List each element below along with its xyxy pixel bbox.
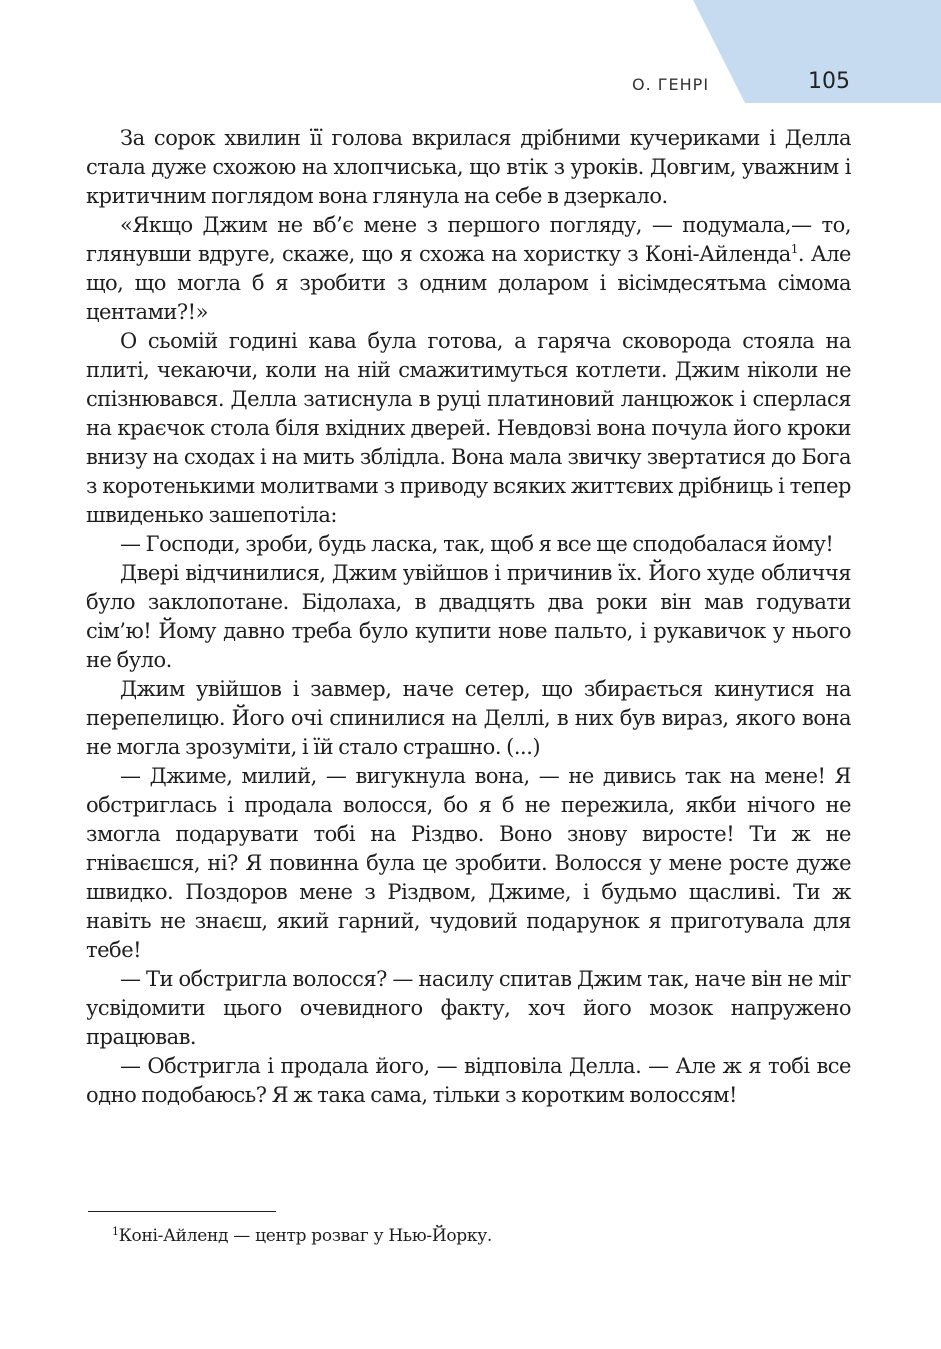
footnote-text: Коні-Айленд — центр розваг у Нью-Йорку. xyxy=(118,1226,493,1246)
paragraph: — Джиме, милий, — вигукнула вона, — не дивись так на мене! Я обстриглась і продала волосся, бо я б не пережила, якби нічого не змогла подарувати тобі на Різдво. Воно знову виросте! Ти ж не гніваєшся, ні? Я повинна була це зробити. Волосся у мене росте дуже швидко. Поздоров мене з Різдвом, Джиме, і будьмо щасливі. Ти ж навіть не знаєш, який гарний, чудовий подарунок я приготувала для тебе! xyxy=(86,764,851,962)
paragraph: О сьомій годині кава була готова, а гаряча сковорода стояла на плиті, чекаючи, коли на ній смажитимуться котлети. Джим ніколи не спізнювався. Делла затиснула в руці платиновий ланцюжок і сперлася на краєчок стола біля вхідних дверей. Невдовзі вона почула його кроки внизу на сходах і на мить зблідла. Вона мала звичку звертатися до Бога з коротенькими молитвами з приводу всяких життєвих дрібниць і тепер швиденько зашепотіла: xyxy=(86,329,851,527)
paragraph: За сорок хвилин її голова вкрилася дрібними кучериками і Делла стала дуже схожою на хлопчиська, що втік з уроків. Довгим, уважним і критичним поглядом вона глянула на себе в дзеркало. xyxy=(86,126,851,208)
paragraph: — Господи, зроби, будь ласка, так, щоб я все ще сподобалася йому! xyxy=(120,532,834,556)
footnote xyxy=(112,1225,492,1247)
paragraph: — Ти обстригла волосся? — насилу спитав Джим так, наче він не міг усвідомити цього очевидного факту, хоч його мозок напружено працював. xyxy=(86,967,851,1049)
paragraph: Джим увійшов і завмер, наче сетер, що збирається кинутися на перепелицю. Його очі спинилися на Деллі, в них був вираз, якого вона не могла зрозуміти, і їй стало страшно. (...) xyxy=(86,677,851,759)
footnote-marker: 1 xyxy=(790,242,798,256)
paragraph: — Обстригла і продала його, — відповіла Делла. — Але ж я тобі все одно подобаюсь? Я ж така сама, тільки з коротким волоссям! xyxy=(86,1054,851,1107)
running-header-author: О. ГЕНРІ xyxy=(632,75,710,94)
body-text xyxy=(86,124,851,1110)
paragraph: «Якщо Джим не вб’є мене з першого погляду, — подумала,— то, глянувши вдруге, скаже, що я схожа на хористку з Коні-Айленда$^1$. Але що, що могла б я зробити з одним доларом і вісімдесятьма сімома центами?!» xyxy=(86,213,851,324)
paragraph: Двері відчинилися, Джим увійшов і причинив їх. Його худе обличчя було заклопотане. Бідолаха, в двадцять два роки він мав годувати сім’ю! Йому давно треба було купити нове пальто, і рукавичок у нього не було. xyxy=(86,561,851,672)
page-number: 105 xyxy=(808,69,850,94)
footnote-number: 1 xyxy=(112,1225,119,1238)
footnote-divider xyxy=(88,1211,276,1212)
